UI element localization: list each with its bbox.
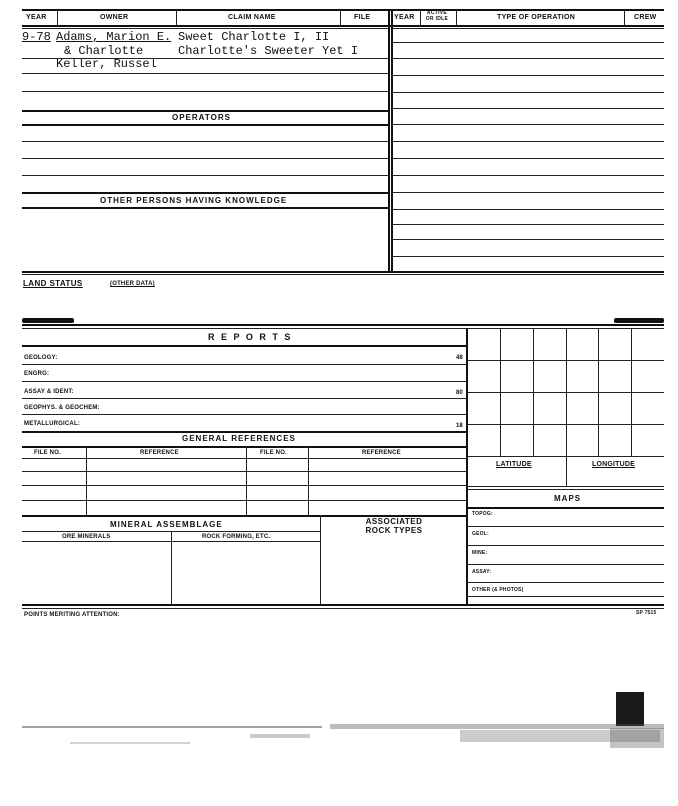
entry-owner-1: Adams, Marion E. bbox=[56, 30, 172, 44]
maps-heading: MAPS bbox=[554, 494, 582, 503]
map-mine: MINE: bbox=[472, 550, 488, 556]
ref-col-file-no: FILE NO. bbox=[34, 450, 61, 456]
report-label-geophys: GEOPHYS. & GEOCHEM: bbox=[24, 405, 100, 411]
report-label-geology: GEOLOGY: bbox=[24, 355, 58, 361]
col-type-operation: TYPE OF OPERATION bbox=[497, 14, 576, 21]
col-year: YEAR bbox=[26, 14, 47, 21]
report-num-metallurgical: 18 bbox=[456, 423, 463, 429]
entry-claim-2: Charlotte's Sweeter Yet I bbox=[178, 44, 359, 58]
rock-forming-col: ROCK FORMING, ETC. bbox=[202, 534, 271, 540]
col-owner: OWNER bbox=[100, 14, 129, 21]
reports-heading: R E P O R T S bbox=[208, 332, 293, 342]
ref-col-file-no-2: FILE NO. bbox=[260, 450, 287, 456]
col-file: FILE bbox=[354, 14, 371, 21]
report-label-assay: ASSAY & IDENT: bbox=[24, 389, 74, 395]
col-crew: CREW bbox=[634, 14, 657, 21]
ref-col-reference-2: REFERENCE bbox=[362, 450, 401, 456]
other-persons-heading: OTHER PERSONS HAVING KNOWLEDGE bbox=[100, 196, 288, 205]
form-number: SP 7515 bbox=[636, 610, 657, 616]
map-other: OTHER (& PHOTOS) bbox=[472, 587, 524, 593]
col-claim-name: CLAIM NAME bbox=[228, 14, 276, 21]
ore-minerals-col: ORE MINERALS bbox=[62, 534, 111, 540]
associated-rock-types-heading: ASSOCIATED ROCK TYPES bbox=[365, 517, 423, 535]
map-geol: GEOL: bbox=[472, 531, 489, 537]
land-status-heading: LAND STATUS bbox=[23, 279, 83, 288]
entry-owner-2: & Charlotte bbox=[64, 44, 144, 58]
report-num-geology: 48 bbox=[456, 355, 463, 361]
entry-owner-3: Keller, Russel bbox=[56, 57, 157, 71]
col-active-idle: ACTIVE OR IDLE bbox=[425, 10, 449, 22]
report-label-engrg: ENGRG: bbox=[24, 371, 50, 377]
entry-year: 9-78 bbox=[22, 30, 51, 44]
operators-heading: OPERATORS bbox=[172, 113, 231, 122]
longitude-label: LONGITUDE bbox=[592, 461, 636, 468]
general-references-heading: GENERAL REFERENCES bbox=[182, 434, 296, 443]
col-year-2: YEAR bbox=[394, 14, 415, 21]
mineral-assemblage-heading: MINERAL ASSEMBLAGE bbox=[110, 520, 223, 529]
ref-col-reference: REFERENCE bbox=[140, 450, 179, 456]
map-topog: TOPOG: bbox=[472, 511, 493, 517]
report-label-metallurgical: METALLURGICAL: bbox=[24, 421, 81, 427]
map-assay: ASSAY: bbox=[472, 569, 492, 575]
entry-claim-1: Sweet Charlotte I, II bbox=[178, 30, 330, 44]
land-status-sub: (OTHER DATA) bbox=[110, 281, 155, 287]
points-meriting-attention: POINTS MERITING ATTENTION: bbox=[24, 612, 120, 618]
report-num-assay: 80 bbox=[456, 390, 463, 396]
latitude-label: LATITUDE bbox=[496, 461, 532, 468]
